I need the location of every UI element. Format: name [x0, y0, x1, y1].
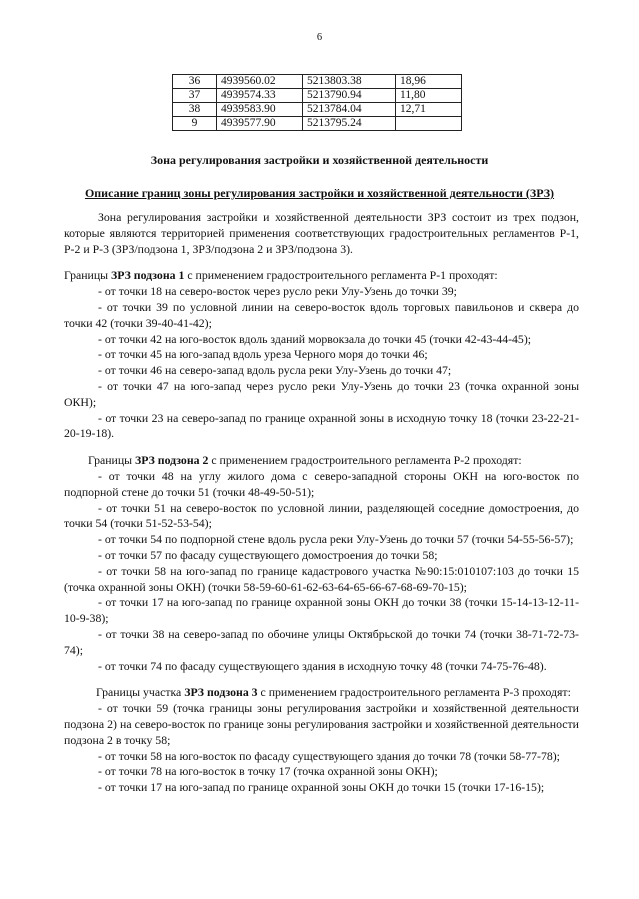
table-cell: 5213803.38	[303, 75, 396, 89]
table-row	[173, 75, 462, 89]
table-cell: 9	[173, 117, 217, 131]
list-item: - от точки 59 (точка границы зоны регулирования застройки и хозяйственной деятельности подзона 2) на северо-восток по границе зоны регулирования застройки и хозяйственной деятельности подзона 2 в точку 58;	[64, 701, 579, 747]
list-item: - от точки 18 на северо-восток через русло реки Улу-Узень до точки 39;	[98, 284, 457, 299]
body-text	[64, 210, 579, 796]
subzone-3-suffix: с применением градостроительного регламента Р-3 проходят:	[257, 685, 571, 700]
subzone-2-heading	[64, 453, 579, 469]
subzone-2-name: ЗРЗ подзона 2	[135, 453, 209, 468]
subzone-1-suffix: с применением градостроительного регламента Р-1 проходят:	[184, 268, 498, 283]
list-item: - от точки 51 на северо-восток по условной линии, разделяющей соседние домостроения, до точки 54 (точки 51-52-53-54);	[64, 500, 579, 531]
table-row	[173, 103, 462, 117]
subzone-3-prefix: Границы участка	[96, 685, 185, 700]
list-item: - от точки 47 на юго-запад через русло реки Улу-Узень до точки 23 (точка охранной зоны ОКН);	[64, 378, 579, 409]
subzone-3-heading	[64, 685, 579, 701]
table-cell: 11,80	[396, 89, 462, 103]
table-cell: 38	[173, 103, 217, 117]
table-cell: 5213784.04	[303, 103, 396, 117]
list-item: - от точки 58 на юго-запад по границе кадастрового участка №90:15:010107:103 до точки 15 (точка охранной зоны ОКН) (точки 58-59-60-61-62-63-64-65-66-67-68-69-70-15);	[64, 563, 579, 594]
list-item: - от точки 17 на юго-запад по границе охранной зоны ОКН до точки 38 (точки 15-14-13-12-11-10-9-38);	[64, 595, 579, 626]
table-row	[173, 89, 462, 103]
coordinates-table	[172, 74, 462, 131]
list-item: - от точки 38 на северо-запад по обочине улицы Октябрьской до точки 74 (точки 38-71-72-73-74);	[64, 626, 579, 657]
table-cell: 37	[173, 89, 217, 103]
section-subheading: Описание границ зоны регулирования застройки и хозяйственной деятельности (ЗРЗ)	[84, 186, 555, 200]
table-cell: 5213795.24	[303, 117, 396, 131]
list-item: - от точки 42 на юго-восток вдоль зданий морвокзала до точки 45 (точки 42-43-44-45);	[98, 331, 532, 346]
table-cell: 4939583.90	[217, 103, 303, 117]
subzone-1-heading	[64, 268, 579, 284]
table-cell: 5213790.94	[303, 89, 396, 103]
table-cell: 4939574.33	[217, 89, 303, 103]
table-cell	[396, 117, 462, 131]
list-item: - от точки 57 по фасаду существующего домостроения до точки 58;	[98, 547, 438, 562]
table-cell: 4939577.90	[217, 117, 303, 131]
list-item: - от точки 23 на северо-запад по границе охранной зоны в исходную точку 18 (точки 23-22-21-20-19-18).	[64, 410, 579, 441]
list-item: - от точки 17 на юго-запад по границе охранной зоны ОКН до точки 15 (точки 17-16-15);	[98, 780, 545, 795]
list-item: - от точки 58 на юго-восток по фасаду существующего здания до точки 78 (точки 58-77-78);	[98, 748, 560, 763]
list-item: - от точки 54 по подпорной стене вдоль русла реки Улу-Узень до точки 57 (точки 54-55-56-57);	[98, 532, 574, 547]
subzone-2-suffix: с применением градостроительного регламента Р-2 проходят:	[208, 453, 522, 468]
subzone-2-prefix: Границы	[88, 453, 136, 468]
table-cell: 12,71	[396, 103, 462, 117]
list-item: - от точки 45 на юго-запад вдоль уреза Черного моря до точки 46;	[98, 347, 428, 362]
table-cell: 4939560.02	[217, 75, 303, 89]
subzone-1-name: ЗРЗ подзона 1	[111, 268, 185, 283]
table-cell: 18,96	[396, 75, 462, 89]
intro-paragraph: Зона регулирования застройки и хозяйственной деятельности ЗРЗ состоит из трех подзон, которые являются территорией применения соответствующих градостроительных регламентов Р-1, Р-2 и Р-3 (ЗРЗ/подзона 1, ЗРЗ/подзона 2 и ЗРЗ/подзона 3).	[64, 210, 579, 256]
section-heading: Зона регулирования застройки и хозяйственной деятельности	[150, 153, 489, 167]
subzone-3-name: ЗРЗ подзона 3	[184, 685, 258, 700]
list-item: - от точки 46 на северо-запад вдоль русла реки Улу-Узень до точки 47;	[98, 363, 452, 378]
subzone-1-prefix: Границы	[64, 268, 112, 283]
list-item: - от точки 39 по условной линии на северо-восток вдоль торговых павильонов и сквера до точки 42 (точки 39-40-41-42);	[64, 299, 579, 330]
table-cell: 36	[173, 75, 217, 89]
table-row	[173, 117, 462, 131]
list-item: - от точки 78 на юго-восток в точку 17 (точка охранной зоны ОКН);	[98, 764, 438, 779]
list-item: - от точки 48 на углу жилого дома с северо-западной стороны ОКН на юго-восток по подпорной стене до точки 51 (точки 48-49-50-51);	[64, 468, 579, 499]
list-item: - от точки 74 по фасаду существующего здания в исходную точку 48 (точки 74-75-76-48).	[98, 658, 547, 673]
page-number: 6	[316, 32, 323, 43]
